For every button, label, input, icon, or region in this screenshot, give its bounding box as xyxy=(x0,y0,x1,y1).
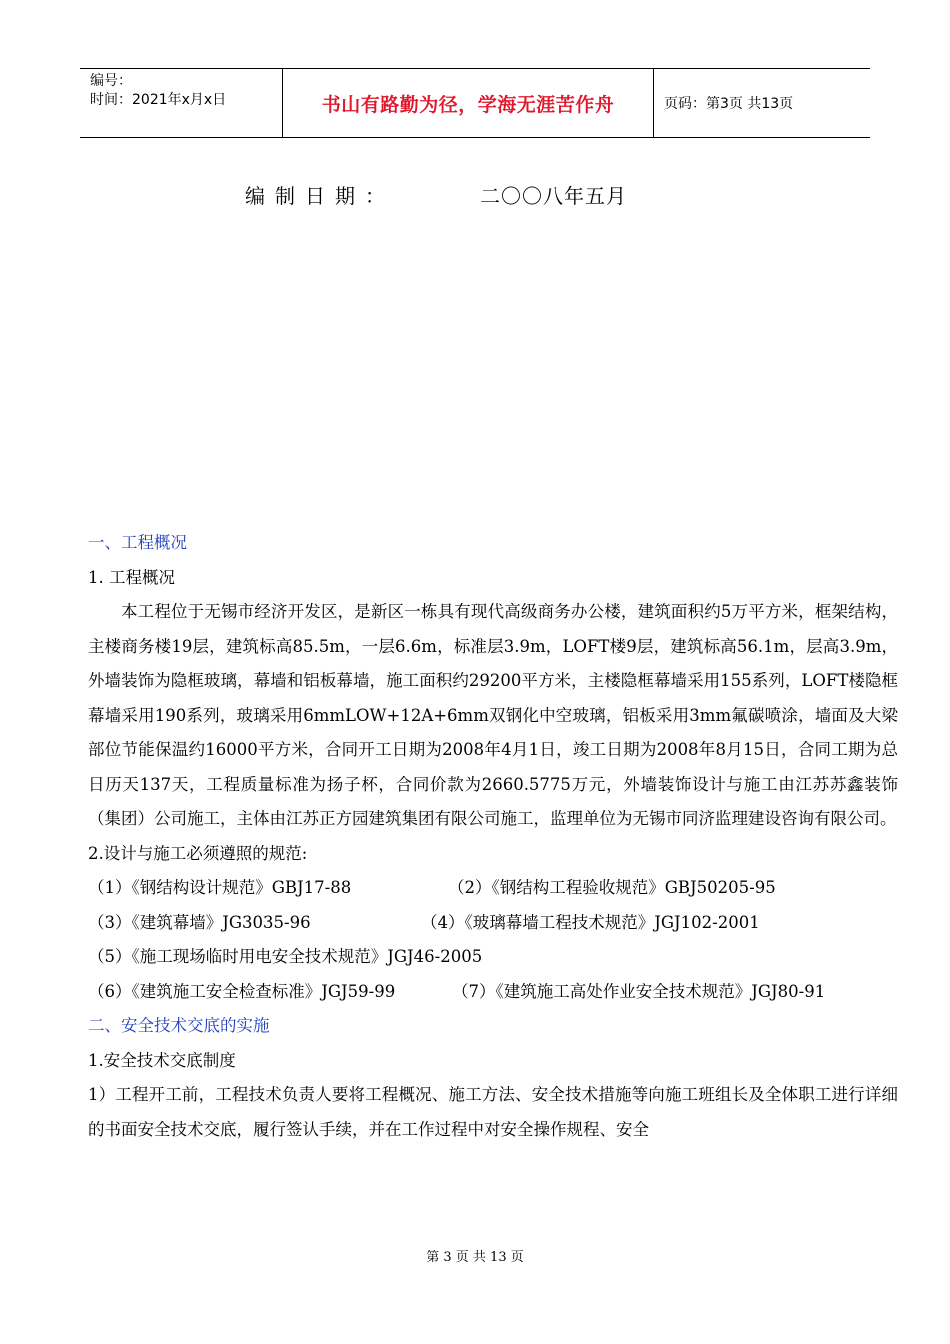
compile-date-value: 二〇〇八年五月 xyxy=(480,184,627,208)
header-left-cell xyxy=(80,69,282,137)
number-label: 编号： xyxy=(90,73,132,89)
spec-item: （1）《钢结构设计规范》GBJ17-88 xyxy=(88,878,352,897)
spec-row xyxy=(88,940,898,975)
safety-briefing-paragraph: 1）工程开工前，工程技术负责人要将工程概况、施工方法、安全技术措施等向施工班组长及全体职工进行详细的书面安全技术交底，履行签认手续，并在工作过程中对安全操作规程、安全 xyxy=(88,1085,898,1139)
section2-heading: 二、安全技术交底的实施 xyxy=(88,1016,270,1035)
compile-date-line xyxy=(245,180,627,209)
time-label: 时间：2021年x月x日 xyxy=(90,92,227,108)
header-page-info: 页码：第3页 共13页 xyxy=(664,96,794,112)
spec-item: （7）《建筑施工高处作业安全技术规范》JGJ80-91 xyxy=(452,981,826,1001)
header-motto: 书山有路勤为径，学海无涯苦作舟 xyxy=(282,69,654,137)
spec-item: （4）《玻璃幕墙工程技术规范》JGJ102-2001 xyxy=(421,912,760,932)
document-body xyxy=(88,526,898,1147)
specs-heading: 2.设计与施工必须遵照的规范: xyxy=(88,843,308,863)
section1-heading: 一、工程概况 xyxy=(88,533,187,552)
spec-item: （5）《施工现场临时用电安全技术规范》JGJ46-2005 xyxy=(88,947,483,966)
compile-date-label: 编制日期： xyxy=(245,184,395,208)
spec-item: （2）《钢结构工程验收规范》GBJ50205-95 xyxy=(448,878,776,897)
spec-row xyxy=(88,975,898,1010)
page-header xyxy=(80,68,870,138)
section1-subheading: 1. 工程概况 xyxy=(88,567,175,587)
page-footer: 第 3 页 共 13 页 xyxy=(426,1250,524,1265)
spec-row xyxy=(88,906,898,941)
spec-item: （3）《建筑幕墙》JG3035-96 xyxy=(88,912,311,932)
section2-subheading: 1.安全技术交底制度 xyxy=(88,1050,236,1070)
spec-row xyxy=(88,871,898,906)
spec-item: （6）《建筑施工安全检查标准》JGJ59-99 xyxy=(88,981,396,1001)
project-overview-paragraph: 本工程位于无锡市经济开发区，是新区一栋具有现代高级商务办公楼，建筑面积约5万平方米，框架结构，主楼商务楼19层，建筑标高85.5m，一层6.6m，标准层3.9m，LOFT楼9层，建筑标高56.1m，层高3.9m，外墙装饰为隐框玻璃，幕墙和铝板幕墙，施工面积约29200平方米，主楼隐框幕墙采用155系列，LOFT楼隐框幕墙采用190系列，玻璃采用6mmLOW+12A+6mm双钢化中空玻璃，铝板采用3mm氟碳喷涂，墙面及大梁部位节能保温约16000平方米，合同开工日期为2008年4月1日，竣工日期为2008年8月15日，合同工期为总日历天137天，工程质量标准为扬子杯，合同价款为2660.5775万元，外墙装饰设计与施工由江苏苏鑫装饰（集团）公司施工，主体由江苏正方园建筑集团有限公司施工，监理单位为无锡市同济监理建设咨询有限公司。 xyxy=(88,602,898,828)
